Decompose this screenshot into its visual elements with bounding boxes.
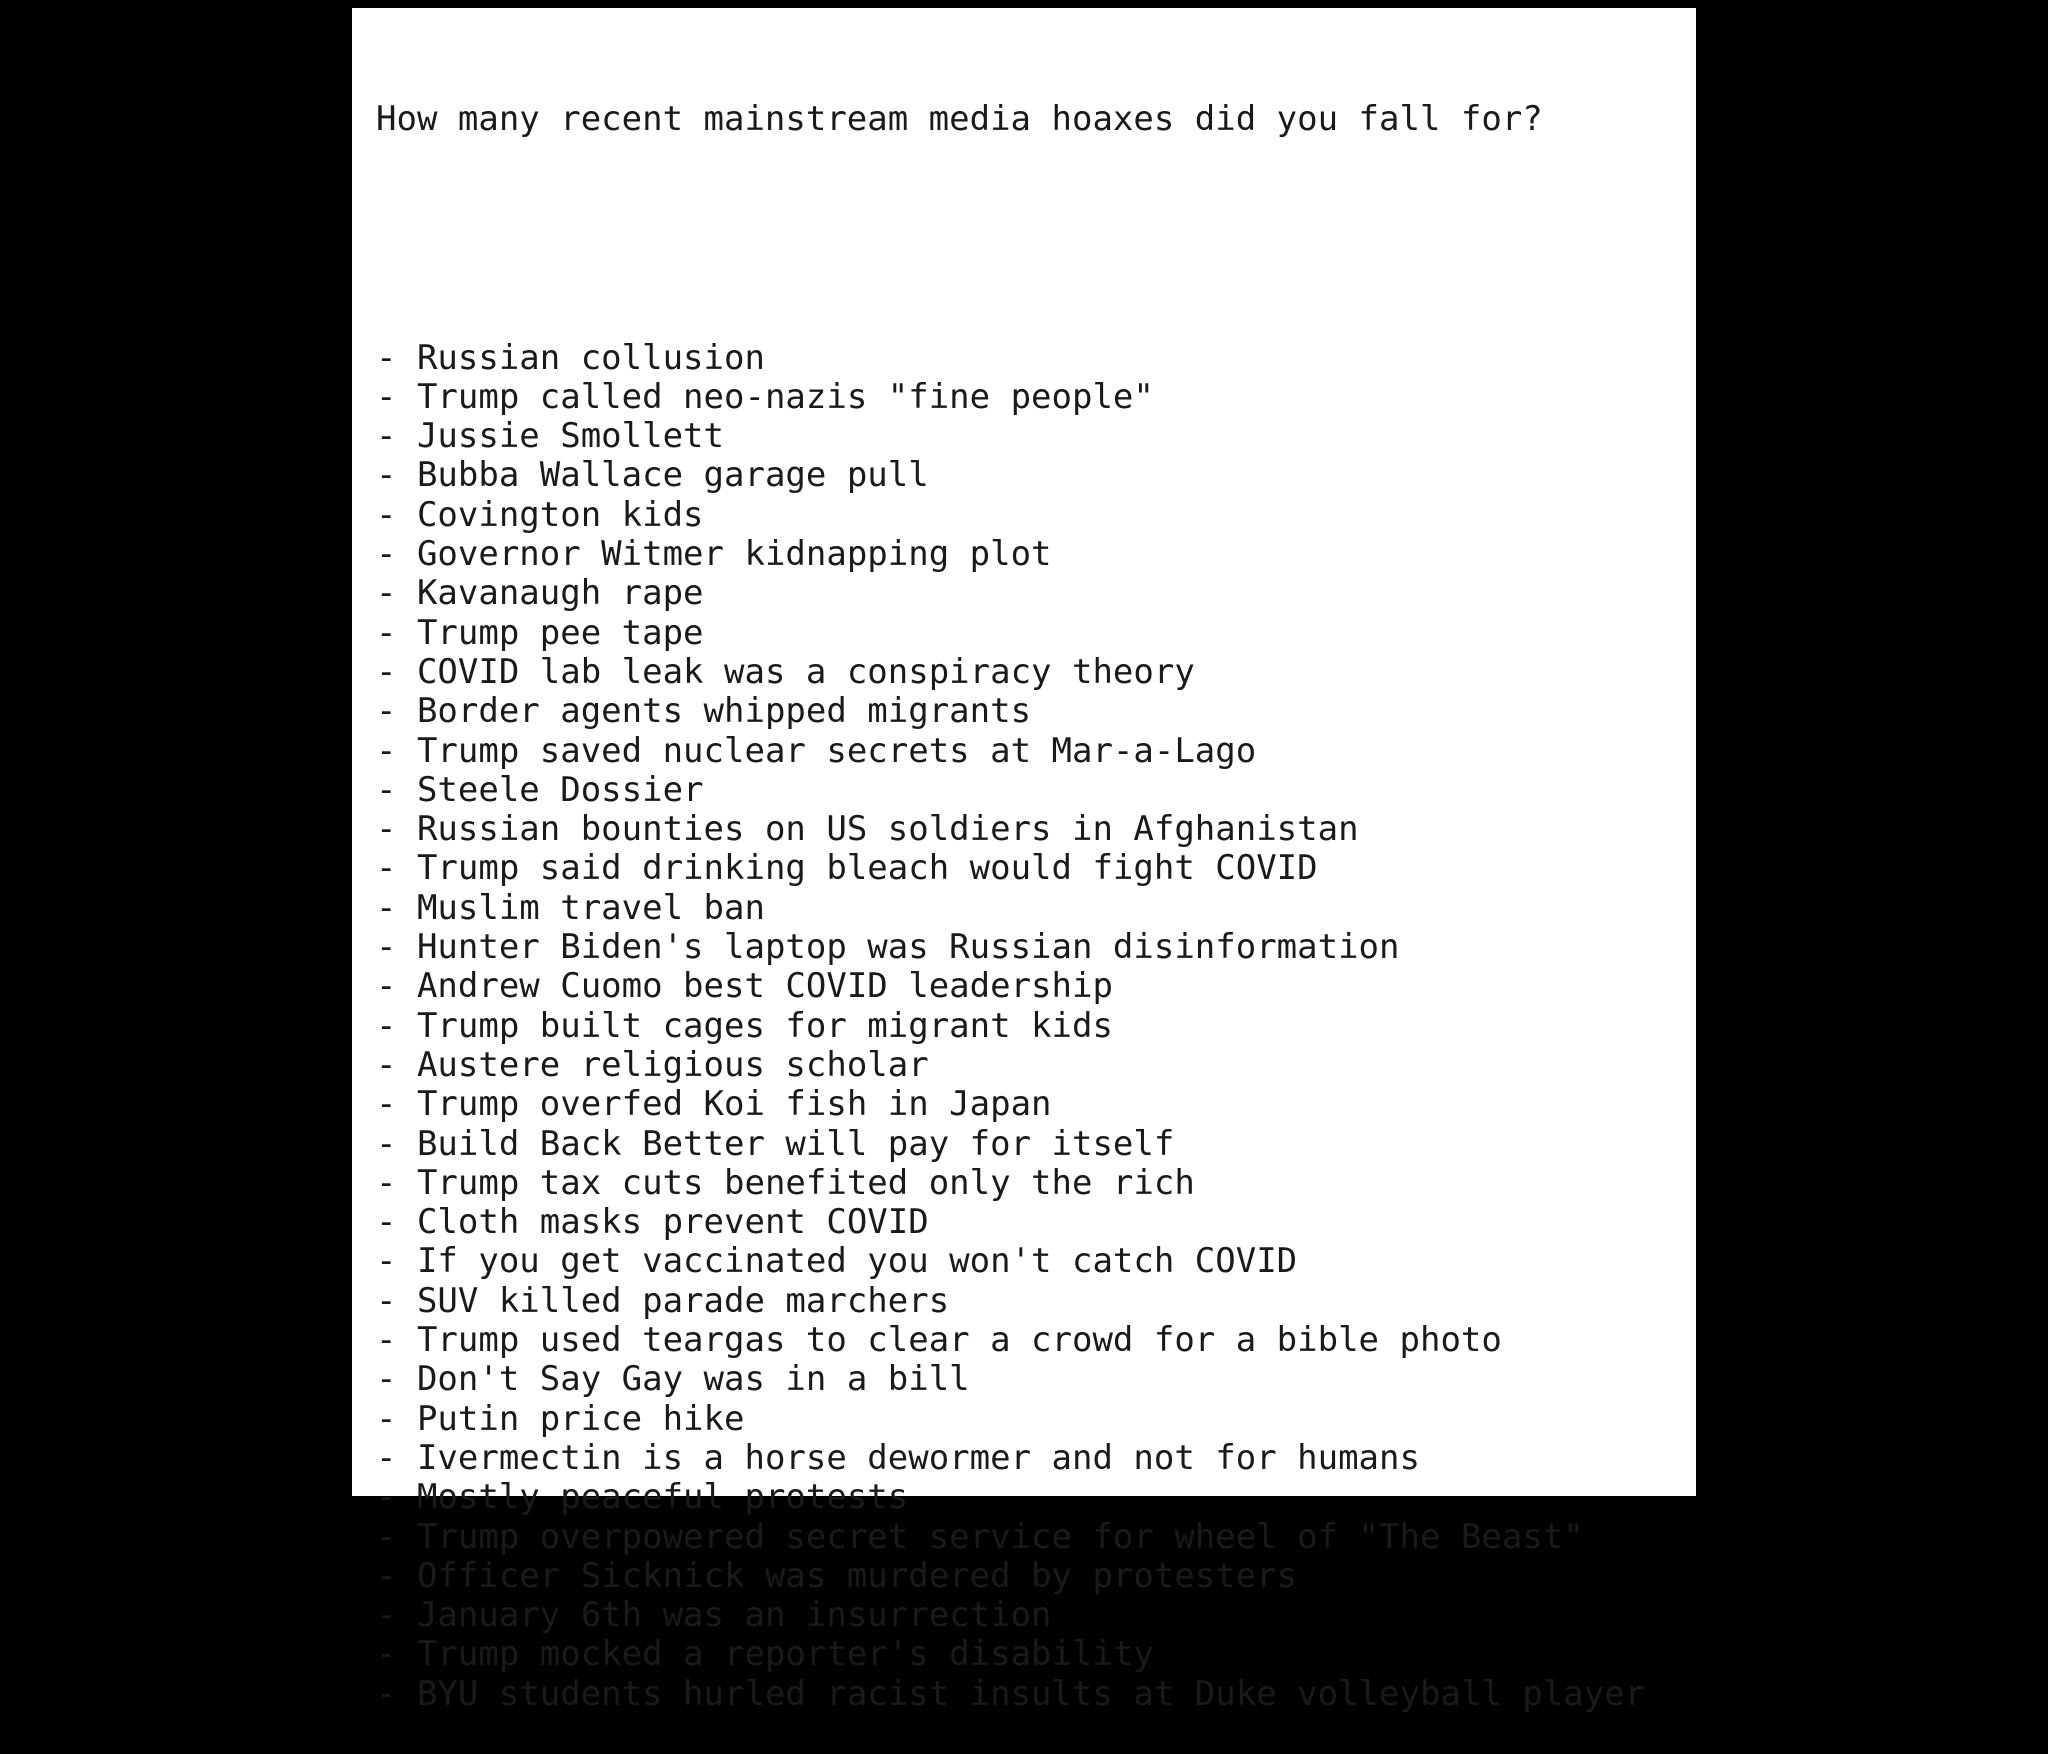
bullet-dash: -: [376, 1634, 417, 1675]
bullet-dash: -: [376, 376, 417, 417]
list-item: [376, 535, 1696, 574]
list-item-text: Trump overfed Koi fish in Japan: [416, 1084, 1052, 1125]
list-item: [376, 496, 1696, 535]
bullet-dash: -: [376, 1044, 417, 1085]
list-item-text: January 6th was an insurrection: [416, 1595, 1052, 1636]
bullet-dash: -: [376, 1555, 417, 1596]
list-item: [376, 1203, 1696, 1242]
list-item-text: Andrew Cuomo best COVID leadership: [416, 966, 1113, 1007]
list-item: [376, 849, 1696, 888]
list-item-text: Muslim travel ban: [416, 887, 765, 928]
list-item: [376, 456, 1696, 495]
hoax-list: [376, 339, 1696, 1714]
bullet-dash: -: [376, 1084, 417, 1125]
list-item-text: Russian bounties on US soldiers in Afghanistan: [416, 809, 1359, 850]
list-item-text: BYU students hurled racist insults at Duke volleyball player: [416, 1673, 1646, 1714]
list-item-text: Jussie Smollett: [416, 416, 724, 457]
list-item-text: Trump used teargas to clear a crowd for a bible photo: [416, 1320, 1502, 1361]
list-item: [376, 1635, 1696, 1674]
list-item: [376, 1164, 1696, 1203]
list-item-text: Bubba Wallace garage pull: [416, 455, 929, 496]
bullet-dash: -: [376, 927, 417, 968]
list-item-text: Don't Say Gay was in a bill: [416, 1359, 970, 1400]
list-item-text: Trump overpowered secret service for wheel of "The Beast": [416, 1516, 1584, 1557]
bullet-dash: -: [376, 691, 417, 732]
bullet-dash: -: [376, 1398, 417, 1439]
list-item-text: Russian collusion: [416, 337, 765, 378]
list-item-text: Build Back Better will pay for itself: [416, 1123, 1175, 1164]
bullet-dash: -: [376, 1359, 417, 1400]
list-item: [376, 810, 1696, 849]
list-item: [376, 692, 1696, 731]
list-item-text: Hunter Biden's laptop was Russian disinformation: [416, 927, 1400, 968]
list-item-text: Trump saved nuclear secrets at Mar-a-Lago: [416, 730, 1257, 771]
list-item-text: Trump called neo-nazis "fine people": [416, 376, 1154, 417]
blank-line: [376, 219, 1696, 258]
list-item-text: Putin price hike: [416, 1398, 745, 1439]
bullet-dash: -: [376, 966, 417, 1007]
bullet-dash: -: [376, 1320, 417, 1361]
bullet-dash: -: [376, 1162, 417, 1203]
list-item: [376, 1596, 1696, 1635]
list-item: [376, 1242, 1696, 1281]
list-item-text: If you get vaccinated you won't catch COVID: [416, 1241, 1298, 1282]
text-panel: [352, 8, 1696, 1714]
list-item: [376, 339, 1696, 378]
bullet-dash: -: [376, 337, 417, 378]
list-item-text: Ivermectin is a horse dewormer and not for humans: [416, 1437, 1420, 1478]
list-item-text: Border agents whipped migrants: [416, 691, 1032, 732]
list-item-text: Mostly peaceful protests: [416, 1477, 909, 1518]
bullet-dash: -: [376, 1280, 417, 1321]
list-item: [376, 1321, 1696, 1360]
list-item-text: Cloth masks prevent COVID: [416, 1202, 929, 1243]
list-item: [376, 732, 1696, 771]
list-item: [376, 614, 1696, 653]
bullet-dash: -: [376, 1595, 417, 1636]
bullet-dash: -: [376, 416, 417, 457]
list-item: [376, 417, 1696, 456]
list-item: [376, 378, 1696, 417]
list-item: [376, 1478, 1696, 1517]
bullet-dash: -: [376, 534, 417, 575]
bullet-dash: -: [376, 573, 417, 614]
list-item: [376, 967, 1696, 1006]
list-item-text: Trump tax cuts benefited only the rich: [416, 1162, 1195, 1203]
bullet-dash: -: [376, 769, 417, 810]
list-item: [376, 1085, 1696, 1124]
bullet-dash: -: [376, 1123, 417, 1164]
list-item-text: Trump said drinking bleach would fight COVID: [416, 848, 1318, 889]
bullet-dash: -: [376, 730, 417, 771]
list-item: [376, 1125, 1696, 1164]
list-item: [376, 771, 1696, 810]
list-item: [376, 653, 1696, 692]
list-item-text: COVID lab leak was a conspiracy theory: [416, 651, 1195, 692]
bullet-dash: -: [376, 1005, 417, 1046]
list-item-text: Steele Dossier: [416, 769, 704, 810]
list-item: [376, 889, 1696, 928]
bullet-dash: -: [376, 1241, 417, 1282]
bullet-dash: -: [376, 848, 417, 889]
list-item: [376, 1557, 1696, 1596]
list-title: How many recent mainstream media hoaxes did you fall for?: [376, 99, 1543, 139]
bullet-dash: -: [376, 809, 417, 850]
list-item-text: Covington kids: [416, 494, 704, 535]
list-item-text: Trump pee tape: [416, 612, 704, 653]
list-item-text: Officer Sicknick was murdered by protesters: [416, 1555, 1298, 1596]
list-item: [376, 1360, 1696, 1399]
list-item: [376, 1439, 1696, 1478]
list-item: [376, 1518, 1696, 1557]
list-item-text: Trump built cages for migrant kids: [416, 1005, 1113, 1046]
bullet-dash: -: [376, 612, 417, 653]
bullet-dash: -: [376, 1437, 417, 1478]
list-item: [376, 1282, 1696, 1321]
list-item: [376, 574, 1696, 613]
bullet-dash: -: [376, 455, 417, 496]
list-item-text: Kavanaugh rape: [416, 573, 704, 614]
list-item: [376, 928, 1696, 967]
list-item-text: SUV killed parade marchers: [416, 1280, 950, 1321]
list-item-text: Trump mocked a reporter's disability: [416, 1634, 1154, 1675]
bullet-dash: -: [376, 1673, 417, 1714]
list-item: [376, 1007, 1696, 1046]
bullet-dash: -: [376, 1202, 417, 1243]
list-item: [376, 1400, 1696, 1439]
bullet-dash: -: [376, 1516, 417, 1557]
bullet-dash: -: [376, 494, 417, 535]
list-item-text: Governor Witmer kidnapping plot: [416, 534, 1052, 575]
list-item: [376, 1046, 1696, 1085]
bullet-dash: -: [376, 1477, 417, 1518]
bullet-dash: -: [376, 651, 417, 692]
list-item-text: Austere religious scholar: [416, 1044, 929, 1085]
list-item: [376, 1675, 1696, 1714]
bullet-dash: -: [376, 887, 417, 928]
